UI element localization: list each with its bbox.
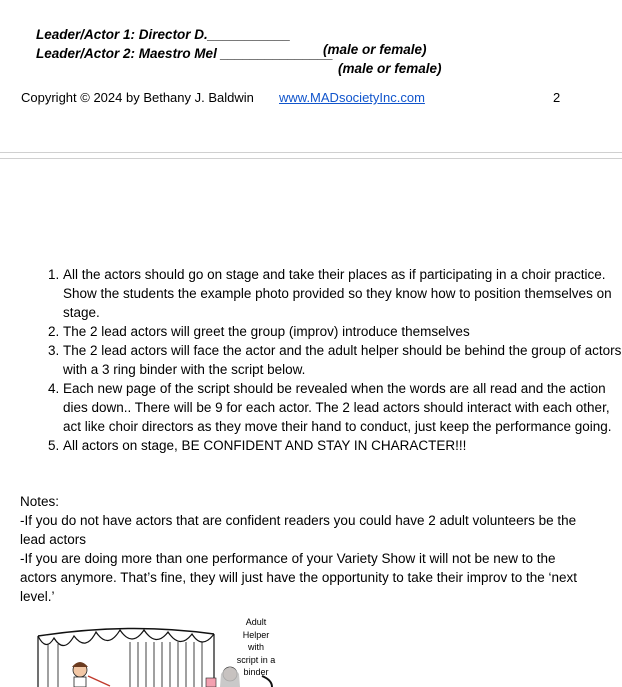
instruction-step: 2. The 2 lead actors will greet the group (improv) introduce themselves (63, 322, 622, 341)
caption-line: script in a (236, 654, 276, 665)
instruction-step: 3. The 2 lead actors will face the actor and the adult helper should be behind the group of actors with a 3 ring binder with the script below. (63, 341, 622, 379)
caption-line: Adult (245, 617, 267, 627)
instruction-step: 1. All the actors should go on stage and take their places as if participating in a choir practice. Show the students the example photo provided so they know how to position themselves on stage. (63, 265, 622, 322)
leader-actor-2-gender-note: (male or female) (338, 61, 442, 76)
leader-actor-1-label: Leader/Actor 1: Director D.___________ (36, 27, 291, 42)
copyright-text: Copyright © 2024 by Bethany J. Baldwin (21, 90, 254, 105)
caption-line: with (247, 642, 264, 652)
notes-heading: Notes: (20, 494, 60, 509)
lead-actor-icon (72, 662, 110, 687)
note-item: -If you do not have actors that are confident readers you could have 2 adult volunteers be the lead actors (20, 513, 577, 547)
previous-page-bottom (0, 0, 622, 152)
caption-line: Helper (242, 629, 270, 640)
page-divider-top (0, 152, 622, 153)
stage-curtain-icon (38, 628, 214, 687)
leader-actor-2-line (21, 31, 442, 91)
adult-helper-caption (232, 616, 280, 679)
instruction-list (21, 265, 622, 455)
note-item: -If you are doing more than one performance of your Variety Show it will not be new to the actors anymore. That’s fine, they will just have the opportunity to take their improv to the ‘next level.’ (20, 551, 578, 604)
leader-actor-2-label: Leader/Actor 2: Maestro Mel _______________ (36, 46, 334, 61)
website-link[interactable]: www.MADsocietyInc.com (279, 90, 425, 105)
notes-section (20, 492, 590, 606)
instruction-step: 4. Each new page of the script should be revealed when the words are all read and the action dies down.. There will be 9 for each actor. The 2 lead actors should interact with each other, act like choir directors as they move their hand to conduct, just keep the performance going. (63, 379, 622, 436)
leader-actor-1-gender-note: (male or female) (323, 42, 427, 57)
page-number: 2 (553, 90, 561, 105)
instruction-step: 5. All actors on stage, BE CONFIDENT AND STAY IN CHARACTER!!! (63, 436, 622, 455)
caption-line: binder (243, 667, 269, 677)
